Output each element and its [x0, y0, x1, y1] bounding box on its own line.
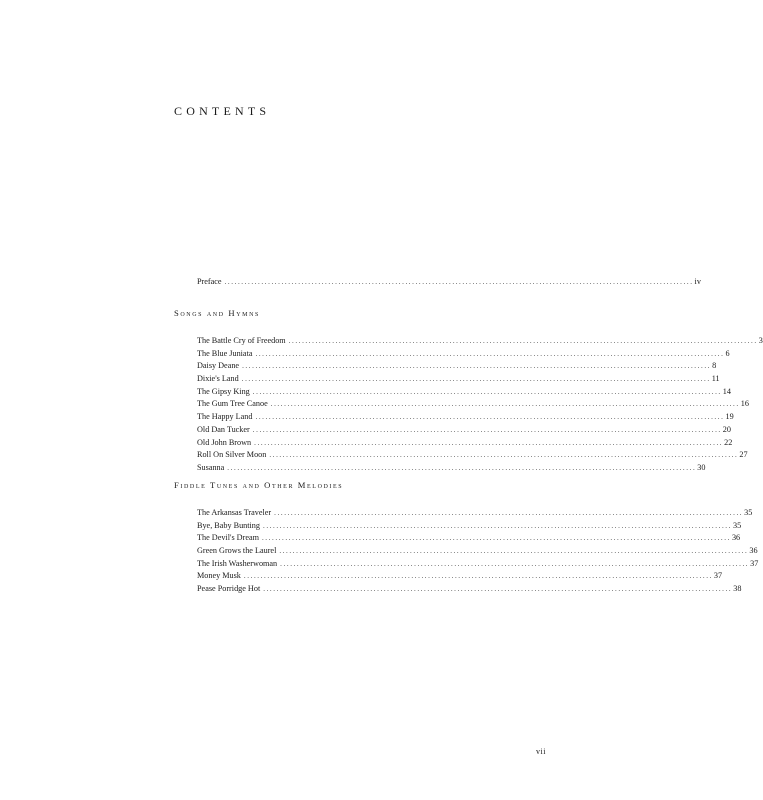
toc-entry-page: 20: [722, 424, 731, 434]
toc-entry-title: Green Grows the Laurel: [197, 546, 277, 556]
toc-entry-page: 8: [712, 361, 717, 371]
toc-preface: [174, 276, 701, 289]
toc-entry[interactable]: [174, 558, 759, 571]
toc-entry[interactable]: [174, 398, 749, 411]
toc-entry[interactable]: [174, 373, 720, 386]
toc-entry-page: 37: [750, 558, 759, 568]
toc-leader-dots: ............................................................................................................................................: [224, 278, 694, 286]
toc-entry-title: Preface: [197, 277, 222, 286]
section-heading: Songs and Hymns: [174, 308, 260, 318]
toc-entry-page: 38: [733, 584, 742, 594]
toc-leader-dots: ............................................................................................................................................: [269, 451, 739, 460]
toc-entry[interactable]: [174, 570, 723, 583]
toc-entry[interactable]: [174, 532, 741, 545]
toc-leader-dots: ............................................................................................................................................: [274, 509, 744, 517]
toc-entry-title: Dixie's Land: [197, 374, 239, 384]
toc-entry-page: 37: [713, 571, 723, 581]
toc-entry[interactable]: [174, 424, 731, 437]
toc-entry[interactable]: [174, 462, 706, 475]
toc-leader-dots: ............................................................................................................................................: [261, 534, 731, 543]
toc-entry-page: iv: [694, 277, 701, 286]
section-heading: Fiddle Tunes and Other Melodies: [174, 480, 344, 490]
toc-entry[interactable]: [174, 449, 748, 462]
page-number: vii: [536, 747, 546, 756]
toc-leader-dots: ............................................................................................................................................: [243, 572, 713, 581]
toc-leader-dots: ............................................................................................................................................: [254, 438, 724, 447]
toc-leader-dots: ............................................................................................................................................: [280, 559, 750, 568]
toc-entry[interactable]: [174, 437, 733, 450]
toc-entry-title: The Devil's Dream: [197, 533, 259, 543]
toc-entry-title: The Battle Cry of Freedom: [197, 336, 286, 345]
toc-leader-dots: ............................................................................................................................................: [252, 425, 722, 434]
toc-entry-title: Bye, Baby Bunting: [197, 520, 260, 530]
toc-leader-dots: ............................................................................................................................................: [270, 400, 740, 409]
toc-entry-title: The Happy Land: [197, 412, 253, 422]
toc-entry-page: 27: [739, 450, 748, 460]
toc-entry[interactable]: [174, 583, 742, 596]
toc-entry-page: 3: [758, 336, 763, 345]
toc-entry-title: Daisy Deane: [197, 361, 240, 371]
toc-entry[interactable]: [174, 360, 717, 373]
toc-entry[interactable]: [174, 335, 763, 348]
toc-entry[interactable]: [174, 545, 758, 558]
toc-entry[interactable]: [174, 507, 753, 520]
toc-entry-page: 14: [722, 386, 731, 396]
toc-entry-title: Roll On Silver Moon: [197, 450, 267, 460]
toc-entry-title: Susanna: [197, 462, 225, 472]
toc-entry-page: 35: [733, 520, 742, 530]
toc-leader-dots: ............................................................................................................................................: [241, 375, 711, 384]
toc-entry-title: The Gum Tree Canoe: [197, 399, 268, 409]
toc-entry[interactable]: [174, 276, 701, 289]
toc-entry-page: 19: [725, 412, 734, 422]
toc-entry-title: The Irish Washerwoman: [197, 558, 278, 568]
toc-entry-title: The Gipsy King: [197, 386, 250, 396]
toc-entry-page: 11: [711, 374, 720, 384]
toc-entry-page: 36: [731, 533, 741, 543]
toc-leader-dots: ............................................................................................................................................: [227, 463, 697, 472]
toc-entry-page: 30: [697, 462, 706, 472]
toc-entry-title: Pease Porridge Hot: [197, 584, 261, 594]
toc-entry-page: 16: [740, 399, 749, 409]
toc-entry[interactable]: [174, 411, 734, 424]
toc-leader-dots: ............................................................................................................................................: [279, 547, 749, 556]
toc-entry-title: The Blue Juniata: [197, 348, 253, 358]
toc-entry-page: 35: [744, 508, 753, 517]
toc-entry[interactable]: [174, 386, 731, 399]
toc-leader-dots: ............................................................................................................................................: [252, 387, 722, 396]
toc-entry-title: Old John Brown: [197, 437, 252, 447]
toc-leader-dots: ............................................................................................................................................: [255, 413, 725, 422]
toc-entry[interactable]: [174, 520, 742, 533]
toc-entry-page: 36: [749, 546, 758, 556]
toc-entry-title: Money Musk: [197, 571, 241, 581]
toc-leader-dots: ............................................................................................................................................: [263, 585, 733, 594]
toc-entry-title: The Arkansas Traveler: [197, 508, 272, 517]
toc-entry[interactable]: [174, 348, 730, 361]
toc-entry-title: Old Dan Tucker: [197, 424, 250, 434]
toc-leader-dots: ............................................................................................................................................: [288, 337, 758, 345]
toc-leader-dots: ............................................................................................................................................: [255, 349, 725, 358]
toc-leader-dots: ............................................................................................................................................: [242, 362, 712, 371]
toc-section-songs-and-hymns: [174, 307, 763, 475]
page-title: CONTENTS: [174, 104, 271, 118]
toc-entry-page: 6: [725, 348, 730, 358]
toc-entry-page: 22: [724, 437, 733, 447]
toc-section-fiddle-tunes: [174, 479, 759, 596]
toc-leader-dots: ............................................................................................................................................: [263, 521, 732, 530]
